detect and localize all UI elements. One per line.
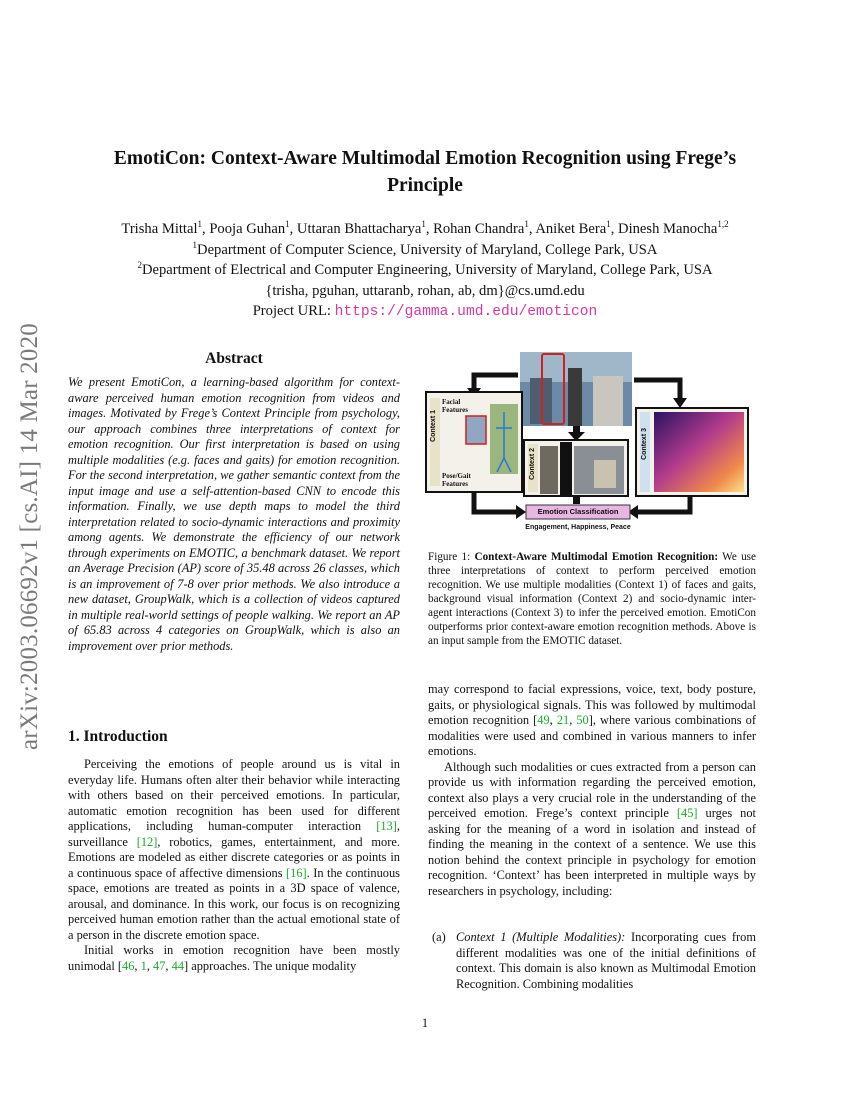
arrow-to-context3 [634,380,680,400]
citation-link[interactable]: 21 [556,713,570,727]
arrow-to-context1 [474,375,518,390]
emotion-output-label: Engagement, Happiness, Peace [525,524,631,531]
author-affiliation-mark: 1 [606,219,611,230]
title-line-1: EmotiCon: Context-Aware Multimodal Emotion Recognition using Frege’s [113,148,737,169]
author-affiliation-mark: 1 [285,219,290,230]
project-url-line [60,301,790,323]
affiliation-mark: 2 [137,260,142,271]
caption-label: Figure 1: [428,551,471,563]
intro-left-column [68,757,400,974]
face-crop [466,416,486,444]
author-emails: {trisha, pguhan, uttaranb, rohan, ab, dm}@cs.umd.edu [265,282,585,299]
figure-1 [418,348,758,540]
list-item-title: Context 1 (Multiple Modalities): [456,930,626,944]
citation-link[interactable]: [13] [376,819,397,833]
paper-title [60,145,790,199]
page-number: 1 [421,1016,429,1030]
author-name: Pooja Guhan [209,221,286,237]
affiliation-1: $^1$Department of Computer Science, University of Maryland, College Park, USA [192,239,658,258]
author-affiliation-mark: 1 [524,219,529,230]
right-paragraph-2: Although such modalities or cues extracted from a person can provide us with information regarding the perceived emotion, context also plays a very crucial role in the understanding of the perceived emotion. Frege’s context principle [45] urges not asking for the meaning of a word in isolation and instead of finding the meaning in the context of a sentence. We use this notion behind the context principle in psychology for emotion recognition. ‘Context’ has been interpreted in multiple ways by researchers in psychology, including: [428,759,756,898]
list-item-marker: (a) [432,930,446,944]
context-1-label: Context 1 [430,410,437,442]
intro-paragraph-1: Perceiving the emotions of people around us is vital in everyday life. Humans often alter their behavior while interacting with others based on their perceived emotions. In particular, automatic emotion recognition has been used for different applications, including human-computer interaction [13], surveillance [12], robotics, games, entertainment, and more. Emotions are modeled as either discrete categories or as points in a continuous space of affective dimensions [16]. In the continuous space, emotions are treated as points in a 3D space of valence, arousal, and dominance. In this work, our focus is on recognizing perceived human emotion rather than the actual emotional state of a person in the discrete emotion space. [68,757,400,942]
depth-map [654,412,744,492]
citation-link[interactable]: [16] [286,865,307,880]
citation-link[interactable]: 44 [171,958,185,973]
list-item-context-1 [456,930,756,992]
affiliation-2: $^2$Department of Electrical and Computer Engineering, University of Maryland, College Park, USA [137,260,713,278]
author-name: Dinesh Manocha [618,221,718,237]
title-line-2: Principle [387,175,463,196]
author-affiliation-mark: 1 [197,219,203,230]
abstract-heading: Abstract [205,350,263,367]
intro-paragraph-2: Initial works in emotion recognition have been mostly unimodal [46, 1, 47, 44] approaches. The unique modality [68,943,400,973]
figure-1-caption [428,550,756,648]
author-name: Trisha Mittal [121,221,198,237]
citation-link[interactable]: 1 [140,958,147,973]
author-name: Rohan Chandra [433,221,525,237]
pose-gait-features-label: Pose/Gait Features [442,472,471,488]
arxiv-sidebar-stamp: arXiv:2003.06692v1 [cs.AI] 14 Mar 2020 [16,323,43,750]
facial-features-label: Facial Features [442,398,468,414]
emotion-classification-label: Emotion Classification [537,507,619,516]
author-list: Trisha Mittal$^1$, Pooja Guhan$^1$, Uttaran Bhattacharya$^1$, Rohan Chandra$^1$, Aniket Bera$^1$, Dinesh Manocha$^{1,2}$ [121,219,729,237]
author-name: Aniket Bera [535,221,607,237]
caption-text: We use three interpretations of context to perform perceived emotion recognition. We use multiple modalities (Context 1) of faces and gaits, background visual information (Context 2) and socio-dynamic inter-agent interactions (Context 3) to infer the perceived emotion. EmotiCon outperforms prior context-aware emotion recognition methods. Above is an input sample from the EMOTIC dataset. [428,551,756,647]
abstract-text: We present EmotiCon, a learning-based algorithm for context-aware perceived human emotion recognition from videos and images. Motivated by Frege’s Context Principle from psychology, our approach combines three interpretations of context for emotion recognition. Our first interpretation is based on using multiple modalities (e.g. faces and gaits) for emotion recognition. For the second interpretation, we gather semantic context from the input image and use a self-attention-based CNN to encode this information. Finally, we use depth maps to model the third interpretation related to socio-dynamic interactions and proximity among agents. We demonstrate the efficiency of our network through experiments on EMOTIC, a benchmark dataset. We report an Average Precision (AP) score of 35.48 across 26 classes, which is an improvement of 7-8 over prior methods. We also introduce a new dataset, GroupWalk, which is a collection of videos captured in multiple real-world settings of people walking. We report an AP of 65.83 across 4 categories on GroupWalk, which is also an improvement over prior methods. [68,375,400,653]
citation-link[interactable]: 47 [153,958,166,973]
caption-title: Context-Aware Multimodal Emotion Recognition: [474,551,719,563]
citation-link[interactable]: 50 [576,713,589,727]
author-block [60,219,790,323]
section-heading-introduction: 1. Introduction [68,728,168,745]
right-paragraph-1: may correspond to facial expressions, voice, text, body posture, gaits, or physiological signals. This was followed by multimodal emotion recognition [49, 21, 50], where various combinations of modalities were used and combined in various manners to infer emotions. [428,682,756,758]
citation-link[interactable]: 49 [537,713,550,727]
masked-agent [560,442,572,496]
citation-link[interactable]: 46 [122,958,135,973]
author-affiliation-mark: 1 [421,219,426,230]
author-name: Uttaran Bhattacharya [296,221,422,237]
context-2-label: Context 2 [529,448,536,480]
context-3-label: Context 3 [641,428,648,460]
author-affiliation-mark: 1,2 [717,219,729,230]
citation-link[interactable]: [12] [136,834,158,849]
affiliation-mark: 1 [192,239,198,250]
intro-right-column [428,682,756,899]
citation-link[interactable]: [45] [676,806,698,820]
project-url-label: Project URL: [252,303,331,319]
project-url-link[interactable]: https://gamma.umd.edu/emoticon [334,304,598,320]
list-item-text: Incorporating cues from different modalities was one of the initial definitions of context. This domain is also known as Multimodal Emotion Recognition. Combining modalities [456,930,756,991]
